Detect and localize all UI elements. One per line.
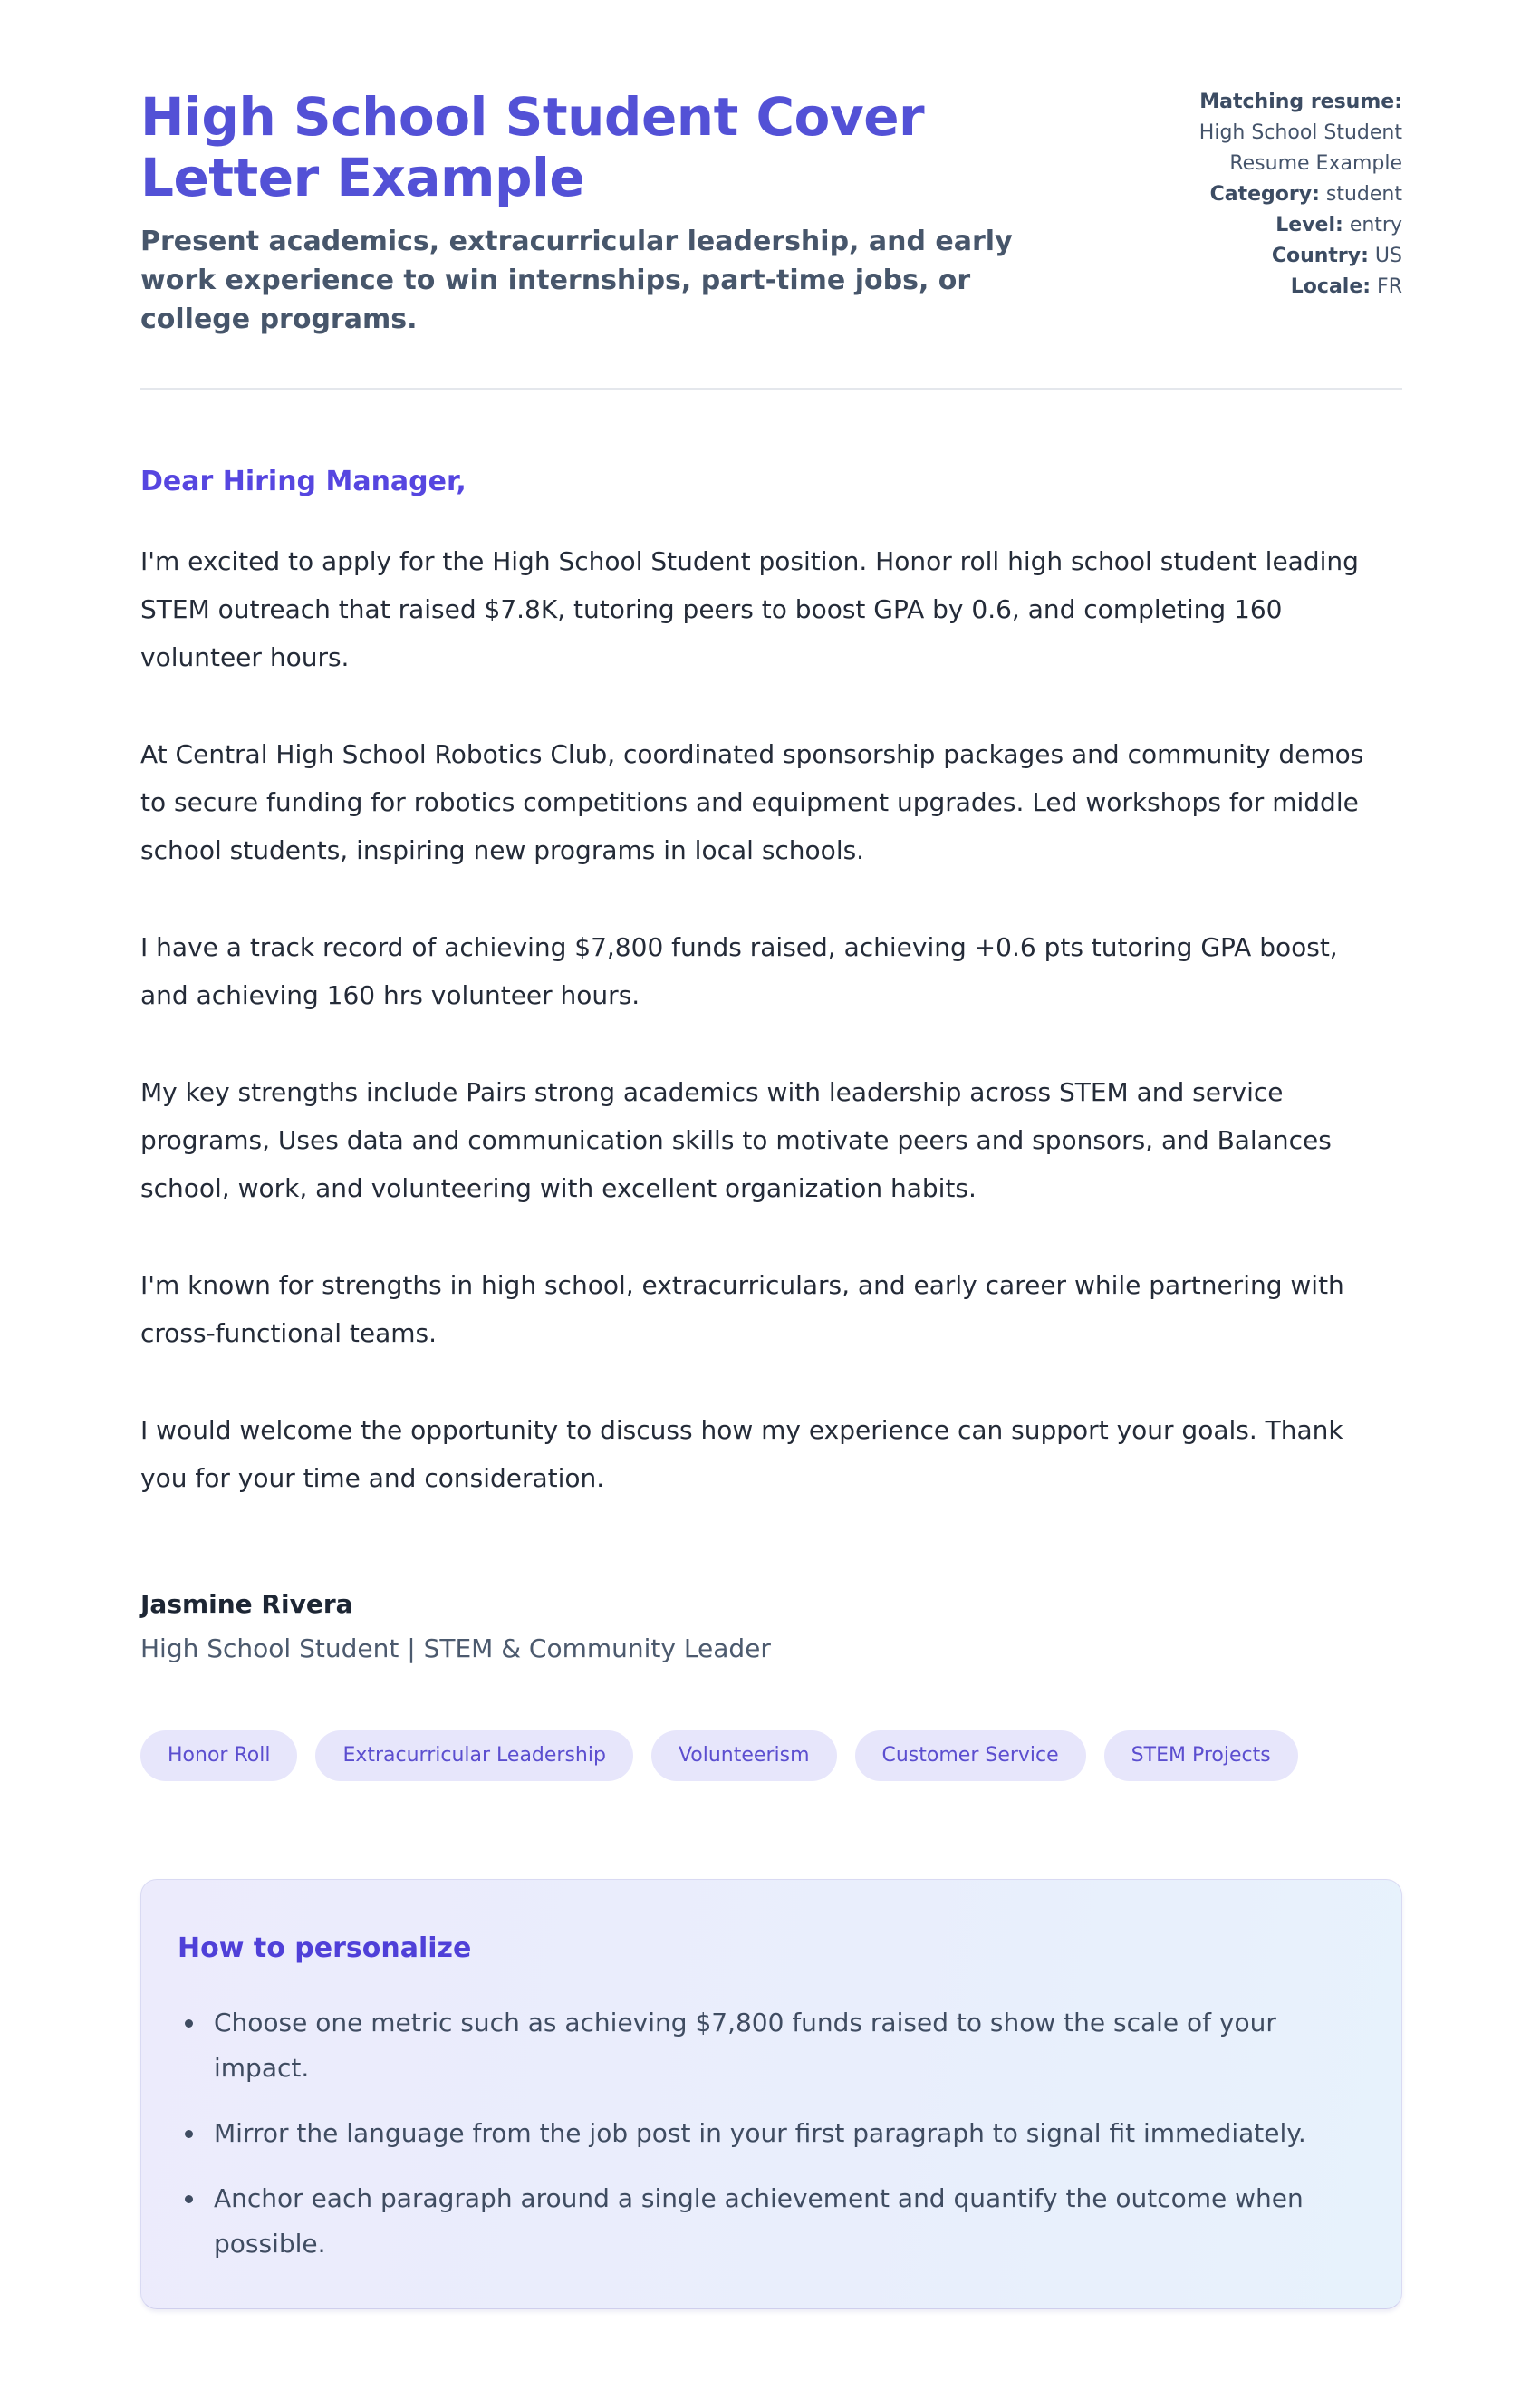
signature-block — [140, 1589, 1402, 1663]
signature-name: Jasmine Rivera — [140, 1588, 353, 1619]
header-divider — [140, 388, 1402, 390]
letter-greeting: Dear Hiring Manager, — [140, 465, 467, 497]
tips-list — [178, 2000, 1351, 2267]
page-title: High School Student Cover Letter Example — [140, 86, 925, 209]
meta-rows — [1121, 179, 1402, 303]
header-title-block — [140, 87, 1085, 339]
tip-item: • Choose one metric such as achieving $7,800 funds raised to show the scale of your impact. — [207, 2000, 1351, 2091]
meta-row-label: Level: — [1275, 214, 1343, 236]
page-header — [140, 87, 1402, 339]
letter-paragraph: I'm known for strengths in high school, extracurriculars, and early career while partnering with cross-functional teams. — [140, 1269, 1344, 1348]
resume-meta-block — [1121, 87, 1402, 303]
skill-tags — [140, 1730, 1402, 1781]
letter-paragraph: I'm excited to apply for the High School Student position. Honor roll high school student leading STEM outreach that raised $7.8K, tutoring peers to boost GPA by 0.6, and completing 160 volunteer hours. — [140, 545, 1359, 672]
letter-paragraphs — [140, 537, 1402, 1502]
letter-paragraph: I would welcome the opportunity to discuss how my experience can support your goals. Thank you for your time and consideration. — [140, 1414, 1343, 1493]
letter-paragraph: At Central High School Robotics Club, coordinated sponsorship packages and community demos to secure funding for robotics competitions and equipment upgrades. Led workshops for middle school students, inspiring new programs in local schools. — [140, 738, 1364, 865]
meta-row-value: entry — [1349, 214, 1402, 236]
meta-row-label: Category: — [1209, 183, 1320, 206]
meta-row-label: Country: — [1271, 245, 1369, 267]
personalize-tips-card — [140, 1879, 1402, 2309]
meta-row-label: Locale: — [1290, 275, 1372, 298]
page-subtitle: Present academics, extracurricular leadership, and early work experience to win internships, part-time jobs, or college programs. — [140, 225, 1013, 335]
tips-heading: How to personalize — [178, 1932, 472, 1964]
tip-item: • Mirror the language from the job post in your first paragraph to signal fit immediately. — [207, 2111, 1351, 2156]
meta-row — [1121, 241, 1402, 272]
tip-item: • Anchor each paragraph around a single achievement and quantify the outcome when possible. — [207, 2176, 1351, 2267]
meta-row-value: US — [1374, 245, 1402, 267]
skill-tag-pill: Volunteerism — [651, 1730, 837, 1781]
meta-row-value: student — [1325, 183, 1402, 206]
meta-matching-resume — [1121, 87, 1402, 179]
meta-matching-resume-label: Matching resume: — [1199, 91, 1402, 113]
skill-tag-pill: Customer Service — [855, 1730, 1086, 1781]
skill-tag-pill: STEM Projects — [1104, 1730, 1298, 1781]
letter-body — [140, 466, 1402, 1663]
meta-row — [1121, 272, 1402, 303]
letter-paragraph: I have a track record of achieving $7,800 funds raised, achieving +0.6 pts tutoring GPA boost, and achieving 160 hrs volunteer hours. — [140, 931, 1338, 1010]
meta-row — [1121, 179, 1402, 210]
signature-job-title: High School Student | STEM & Community Leader — [140, 1633, 771, 1663]
skill-tag-pill: Extracurricular Leadership — [315, 1730, 633, 1781]
skill-tag-pill: Honor Roll — [140, 1730, 297, 1781]
meta-matching-resume-value: High School Student Resume Example — [1198, 121, 1402, 175]
letter-paragraph: My key strengths include Pairs strong academics with leadership across STEM and service programs, Uses data and communication skills to motivate peers and sponsors, and Balances school, work, and volunteering with excellent organization habits. — [140, 1076, 1332, 1203]
meta-row — [1121, 210, 1402, 241]
meta-row-value: FR — [1377, 275, 1402, 298]
